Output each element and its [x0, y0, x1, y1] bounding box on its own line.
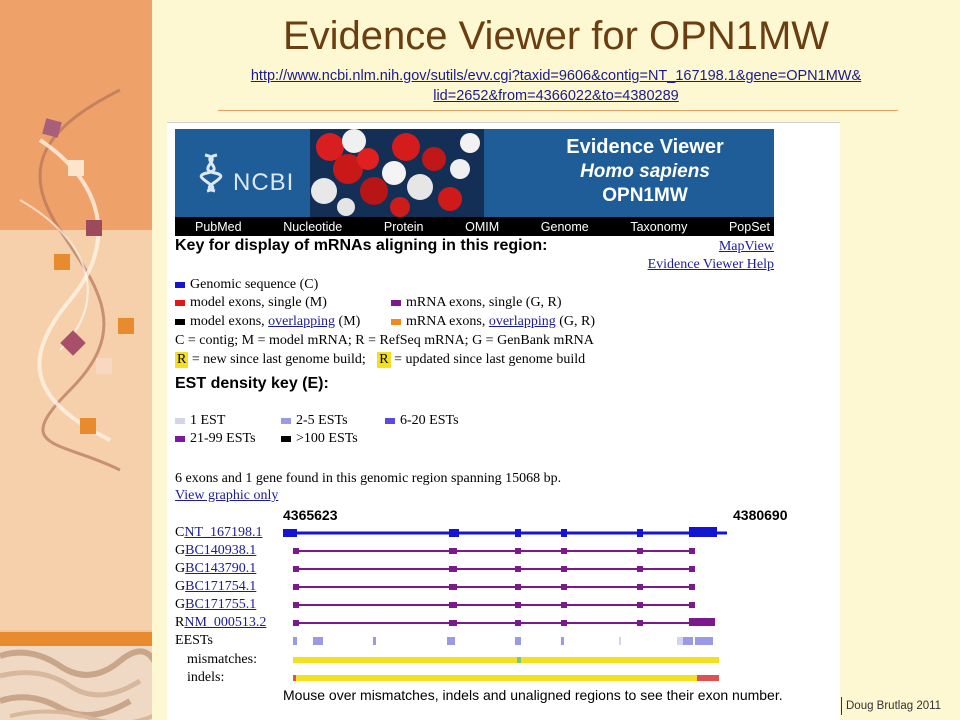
track-type-g: G — [175, 579, 186, 594]
mrna-track-bc171754[interactable] — [293, 584, 695, 590]
mismatch-marker[interactable] — [517, 657, 521, 663]
track-type-g: G — [175, 597, 186, 612]
dna-helix-decoration — [0, 0, 152, 632]
nm000513-link[interactable]: NM_000513.2 — [184, 615, 267, 630]
coord-start: 4365623 — [283, 507, 338, 523]
nav-item-pubmed[interactable]: PubMed — [195, 219, 242, 234]
contig-exon-5[interactable] — [637, 529, 643, 537]
key-mrna-overlap-label: mRNA exons, — [406, 314, 489, 329]
nav-item-omim[interactable]: OMIM — [465, 219, 500, 234]
key-mrna-single-label: mRNA exons, single (G, R) — [406, 295, 562, 310]
mrna-track-nm000513[interactable] — [293, 618, 715, 626]
key-model-overlap-suffix: (M) — [335, 314, 361, 329]
bc171754-link[interactable]: BC171754.1 — [185, 579, 257, 594]
model-overlapping-link[interactable]: overlapping — [268, 314, 336, 329]
nav-item-popset[interactable]: PopSet — [728, 219, 770, 234]
mapview-link[interactable]: MapView — [718, 239, 774, 254]
key-mrna-overlap-suffix: (G, R) — [555, 314, 595, 329]
contig-exon-1[interactable] — [283, 529, 297, 537]
nav-item-taxonomy[interactable]: Taxonomy — [630, 219, 688, 234]
left-decorative-panel — [0, 0, 152, 720]
updated-since-label: = updated since last genome build — [390, 352, 586, 367]
est-21-99-label: 21-99 ESTs — [190, 431, 256, 446]
bc140938-link[interactable]: BC140938.1 — [185, 543, 257, 558]
contig-exon-2[interactable] — [449, 529, 459, 537]
mrna-track-bc140938[interactable] — [293, 548, 695, 554]
est-6-20-label: 6-20 ESTs — [400, 413, 459, 428]
banner-title: Evidence Viewer — [566, 136, 724, 158]
bc143790-link[interactable]: BC143790.1 — [185, 561, 257, 576]
est-density-title: EST density key (E): — [175, 375, 329, 392]
slide-title: Evidence Viewer for OPN1MW — [282, 14, 830, 58]
key-title: Key for display of mRNAs aligning in this region: — [175, 237, 548, 254]
mrna-overlapping-link[interactable]: overlapping — [488, 314, 556, 329]
banner-organism: Homo sapiens — [580, 161, 710, 182]
mismatches-bar[interactable] — [293, 657, 719, 663]
nav-item-genome[interactable]: Genome — [540, 219, 589, 234]
est-1-label: 1 EST — [190, 413, 226, 428]
bc171755-link[interactable]: BC171755.1 — [185, 597, 257, 612]
mouseover-hint: Mouse over mismatches, indels and unaligned regions to see their exon number. — [283, 687, 783, 703]
key-model-single-label: model exons, single (M) — [190, 295, 327, 310]
url-line-2[interactable]: lid=2652&from=4366022&to=4380289 — [433, 88, 679, 104]
key-model-overlap-label: model exons, — [190, 314, 269, 329]
ncbi-logo-text: NCBI — [233, 169, 295, 196]
track-type-c: C — [175, 525, 185, 540]
updated-r-badge: R — [379, 352, 389, 367]
contig-exon-3[interactable] — [515, 529, 521, 537]
evidence-viewer-url-link[interactable] — [152, 66, 960, 106]
indel-marker-start[interactable] — [293, 675, 296, 681]
evidence-viewer-help-link[interactable]: Evidence Viewer Help — [647, 257, 774, 272]
track-type-e: E — [175, 633, 184, 648]
indels-label: indels: — [187, 670, 225, 685]
title-divider — [218, 110, 898, 111]
track-type-g: G — [175, 543, 186, 558]
slide-credit: Doug Brutlag 2011 — [846, 700, 942, 712]
est-density-track[interactable] — [293, 637, 713, 645]
est-100-label: >100 ESTs — [296, 431, 358, 446]
credit-divider — [841, 697, 842, 715]
est-2-5-label: 2-5 ESTs — [296, 413, 348, 428]
nav-item-nucleotide[interactable]: Nucleotide — [283, 219, 343, 234]
indel-marker-end[interactable] — [697, 675, 719, 681]
mrna-track-bc143790[interactable] — [293, 566, 695, 572]
mrna-track-bc171755[interactable] — [293, 602, 695, 608]
track-type-r: R — [175, 615, 185, 630]
contig-accession-link[interactable]: NT_167198.1 — [184, 525, 263, 540]
left-panel-bar — [0, 632, 152, 646]
contig-exon-4[interactable] — [561, 529, 567, 537]
mismatches-label: mismatches: — [187, 652, 257, 667]
swirl-pattern — [0, 646, 152, 720]
indels-bar[interactable] — [293, 675, 719, 681]
ncbi-evidence-viewer-screenshot — [167, 122, 840, 720]
alignment-graphic — [167, 123, 840, 720]
new-since-label: = new since last genome build; — [188, 352, 366, 367]
left-panel-bottom — [0, 646, 152, 720]
ests-label: ESTs — [183, 633, 213, 648]
coord-end: 4380690 — [733, 507, 788, 523]
region-summary: 6 exons and 1 gene found in this genomic region spanning 15068 bp. — [175, 471, 562, 486]
contig-exon-6[interactable] — [689, 527, 717, 537]
key-genomic-label: Genomic sequence (C) — [190, 277, 319, 292]
url-line-1[interactable]: http://www.ncbi.nlm.nih.gov/sutils/evv.cgi?taxid=9606&contig=NT_167198.1&gene=OPN1MW& — [250, 68, 862, 84]
key-legend-line: C = contig; M = model mRNA; R = RefSeq mRNA; G = GenBank mRNA — [175, 333, 594, 348]
new-r-badge: R — [177, 352, 187, 367]
banner-gene: OPN1MW — [602, 185, 688, 206]
track-type-g: G — [175, 561, 186, 576]
view-graphic-only-link[interactable]: View graphic only — [175, 488, 279, 503]
nav-item-protein[interactable]: Protein — [383, 219, 424, 234]
